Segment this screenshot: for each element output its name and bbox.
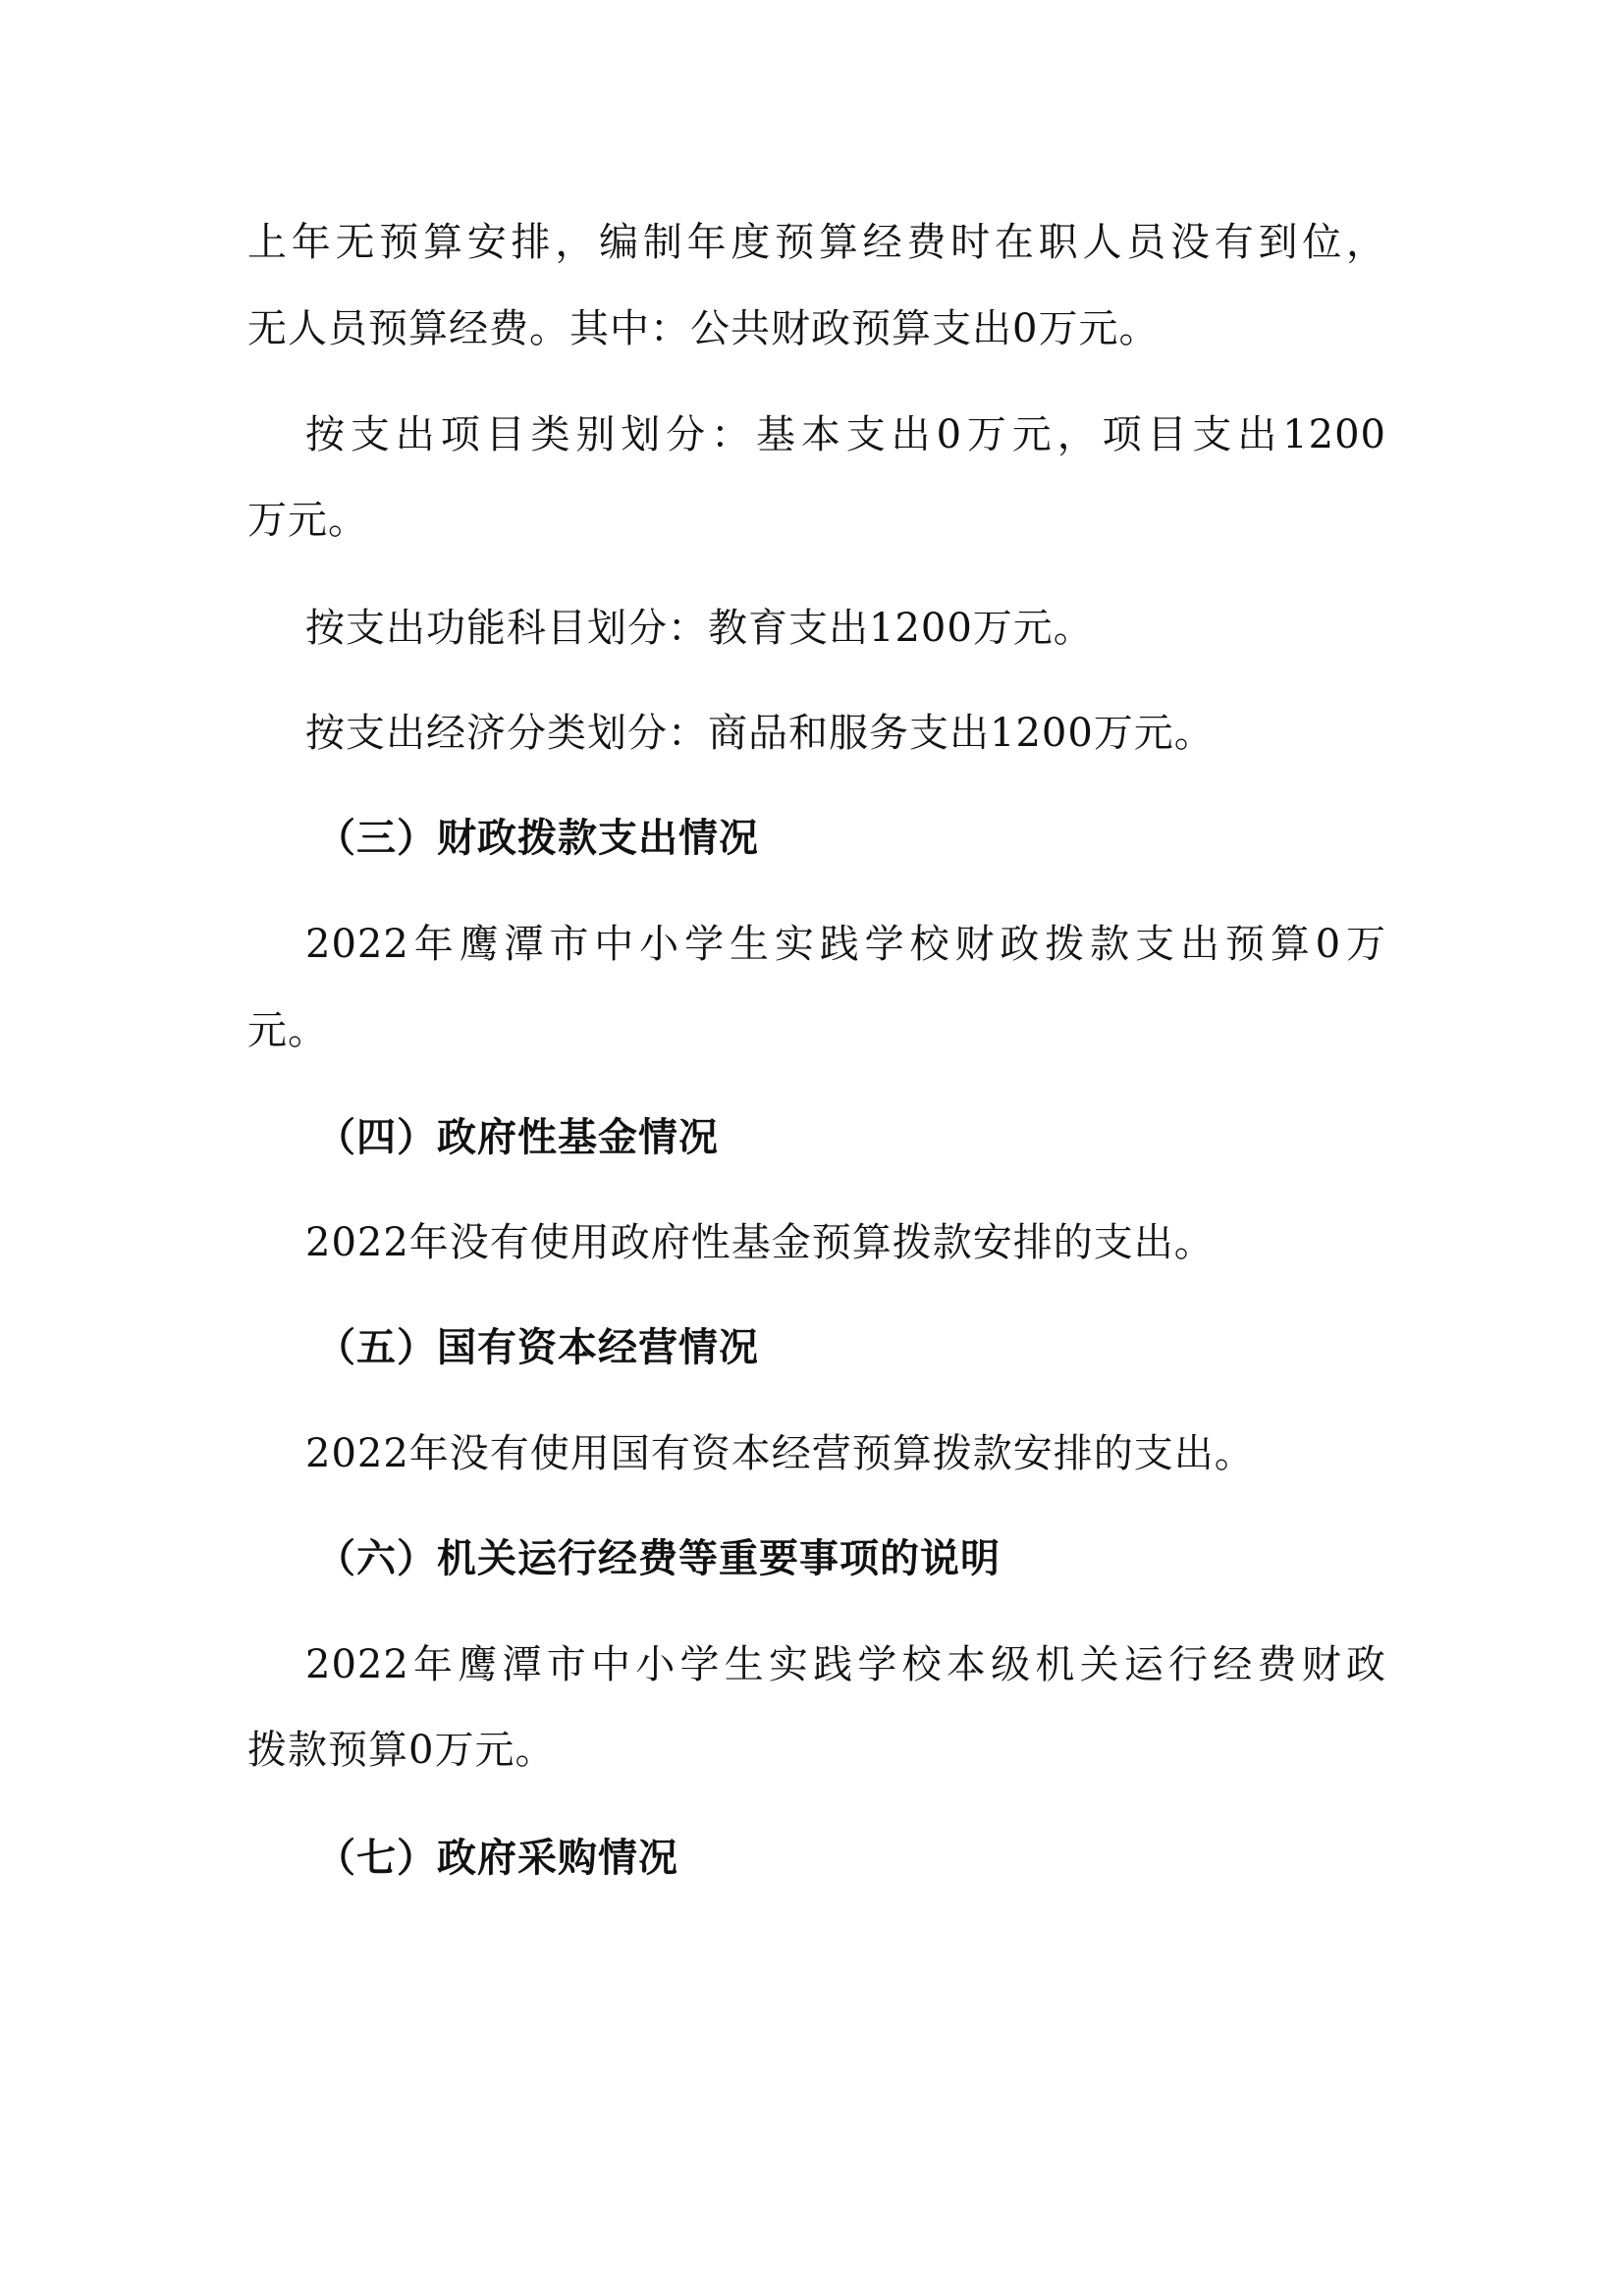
section-heading-3: （三）财政拨款支出情况	[316, 816, 759, 861]
paragraph-line-4: 万元。	[247, 498, 368, 543]
paragraph-line-8: 元。	[247, 1008, 328, 1053]
section-heading-7: （七）政府采购情况	[316, 1836, 678, 1881]
paragraph-line-7: 2022年鹰潭市中小学生实践学校财政拨款支出预算0万	[305, 922, 1386, 967]
paragraph-line-9: 2022年没有使用政府性基金预算拨款安排的支出。	[305, 1220, 1215, 1265]
paragraph-line-1: 上年无预算安排，编制年度预算经费时在职人员没有到位，	[247, 220, 1386, 265]
paragraph-line-12: 拨款预算0万元。	[247, 1728, 556, 1773]
paragraph-line-10: 2022年没有使用国有资本经营预算拨款安排的支出。	[305, 1431, 1255, 1476]
paragraph-line-3: 按支出项目类别划分：基本支出0万元，项目支出1200	[305, 412, 1386, 457]
paragraph-line-5: 按支出功能科目划分：教育支出1200万元。	[305, 606, 1094, 651]
section-heading-4: （四）政府性基金情况	[316, 1115, 719, 1160]
section-heading-5: （五）国有资本经营情况	[316, 1325, 759, 1370]
paragraph-line-11: 2022年鹰潭市中小学生实践学校本级机关运行经费财政	[305, 1642, 1386, 1687]
section-heading-6: （六）机关运行经费等重要事项的说明	[316, 1536, 1001, 1581]
paragraph-line-2: 无人员预算经费。其中：公共财政预算支出0万元。	[247, 306, 1160, 351]
paragraph-line-6: 按支出经济分类划分：商品和服务支出1200万元。	[305, 711, 1215, 756]
